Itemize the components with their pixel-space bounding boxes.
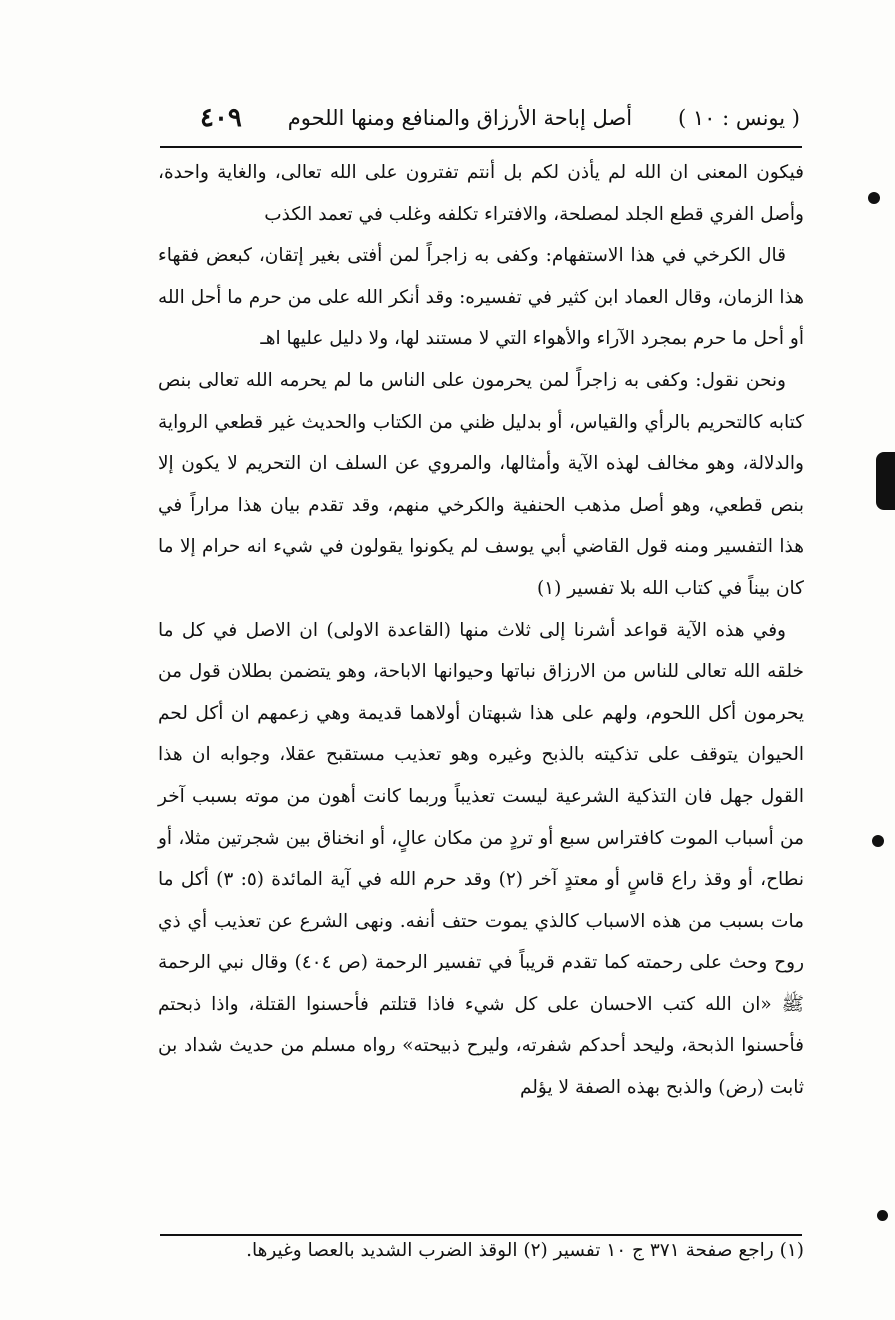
- page-number: ٤٠٩: [200, 103, 242, 133]
- binding-hole-mark: [872, 835, 884, 847]
- paragraph: وفي هذه الآية قواعد أشرنا إلى ثلاث منها (القاعدة الاولى) ان الاصل في كل ما خلقه الله تعالى للناس من الارزاق نباتها وحيوانها الاباحة، وهو يتضمن بطلان قول من يحرمون أكل اللحوم، ولهم على هذا شبهتان أولاهما قديمة وهي زعمهم ان أكل لحم الحيوان يتوقف على تذكيته بالذبح وغيره وهو تعذيب مستقبح عقلا، وجوابه ان هذا القول جهل فان التذكية الشرعية ليست تعذيباً وربما كانت أهون من موته بسبب آخر من أسباب الموت كافتراس سبع أو تردٍ من مكان عالٍ، أو انخناق بين شجرتين مثلا، أو نطاح، أو وقذ راع قاسٍ أو معتدٍ آخر (٢) وقد حرم الله في آية المائدة (٥: ٣) أكل ما مات بسبب من هذه الاسباب كالذي يموت حتف أنفه. ونهى الشرع عن تعذيب أي ذي روح وحث على رحمته كما تقدم قريباً في تفسير الرحمة (ص ٤٠٤) وقال نبي الرحمة ﷺ «ان الله كتب الاحسان على كل شيء فاذا قتلتم فأحسنوا القتلة، واذا ذبحتم فأحسنوا الذبحة، وليحد أحدكم شفرته، وليرح ذبيحته» رواه مسلم من حديث شداد بن ثابت (رض) والذبح بهذه الصفة لا يؤلم: [158, 619, 805, 1099]
- paragraph: ونحن نقول: وكفى به زاجراً لمن يحرمون على الناس ما لم يحرمه الله تعالى بنص كتابه كالتحريم بالرأي والقياس، أو بدليل ظني من الكتاب والحديث غير قطعي الرواية والدلالة، وهو مخالف لهذه الآية وأمثالها، والمروي عن السلف ان التحريم لا يكون إلا بنص قطعي، وهو أصل مذهب الحنفية والكرخي منهم، وقد تقدم بيان هذا مراراً في هذا التفسير ومنه قول القاضي أبي يوسف لم يكونوا يقولون في شيء انه حرام إلا ما كان بيناً في كتاب الله بلا تفسير (١): [158, 369, 804, 599]
- surah-reference: ( يونس : ١٠ ): [677, 106, 800, 130]
- running-header: [200, 98, 800, 138]
- edge-shadow-mark: [876, 452, 895, 510]
- paragraph: قال الكرخي في هذا الاستفهام: وكفى به زاجراً لمن أفتى بغير إتقان، كبعض فقهاء هذا الزمان، وقال العماد ابن كثير في تفسيره: وقد أنكر الله على من حرم ما أحل الله أو أحل ما حرم بمجرد الآراء والأهواء التي لا مستند لها، ولا دليل عليها اهـ: [158, 245, 804, 350]
- header-rule: [160, 146, 802, 148]
- binding-hole-mark: [868, 192, 880, 204]
- paragraph: فيكون المعنى ان الله لم يأذن لكم بل أنتم تفترون على الله تعالى، والغاية واحدة، وأصل الفري قطع الجلد لمصلحة، والافتراء تكلفه وغلب في تعمد الكذب: [158, 162, 804, 225]
- footnote: (١) راجع صفحة ٣٧١ ج ١٠ تفسير (٢) الوقذ الضرب الشديد بالعصا وغيرها.: [246, 1240, 804, 1261]
- header-title: أصل إباحة الأرزاق والمنافع ومنها اللحوم: [287, 106, 633, 130]
- binding-hole-mark: [877, 1210, 888, 1221]
- main-text: [158, 152, 804, 1109]
